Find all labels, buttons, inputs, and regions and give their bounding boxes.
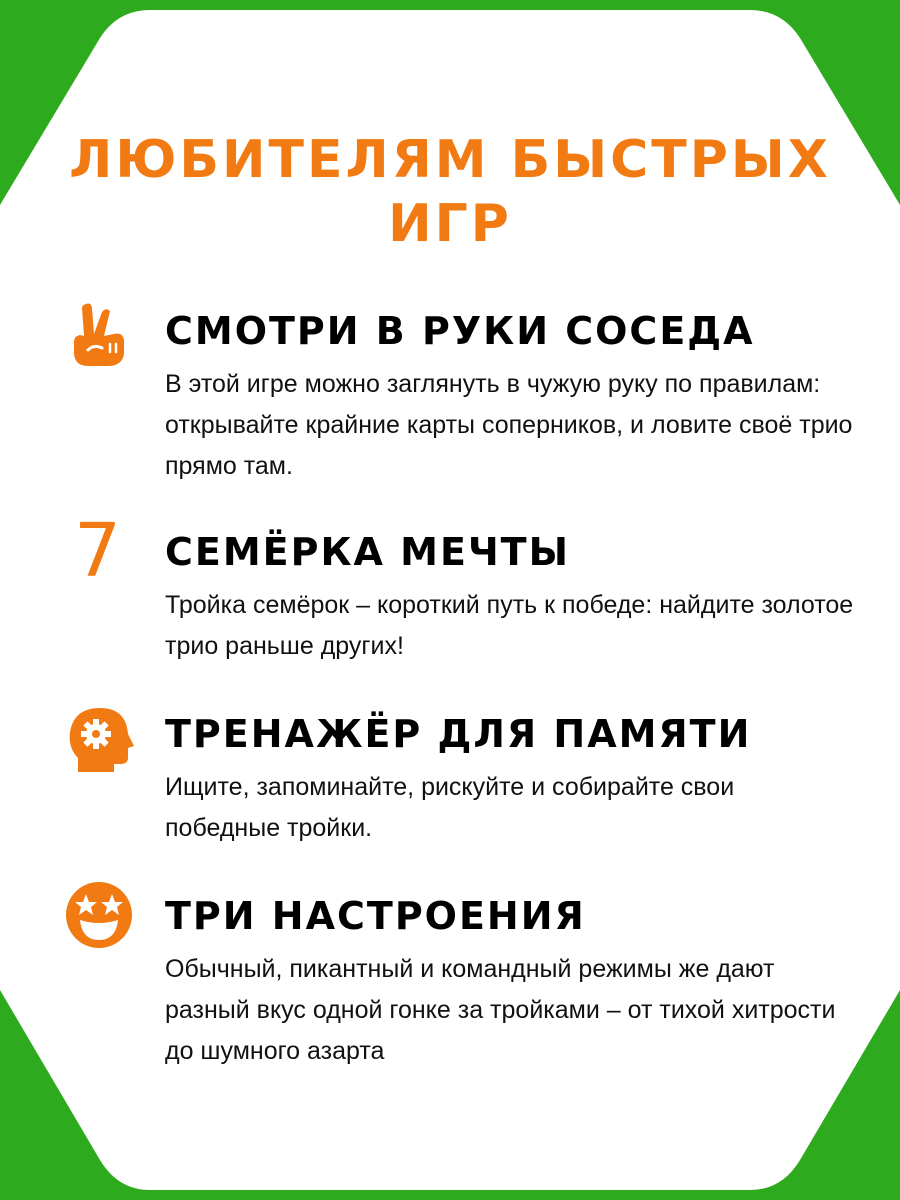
feature-body: Обычный, пикантный и командный режимы же дают разный вкус одной гонке за тройками – от тихой хитрости до шумного азарта [165, 955, 836, 1065]
seven-icon: 7 [74, 508, 122, 594]
feature-heading: СМОТРИ В РУКИ СОСЕДА [165, 309, 755, 353]
feature-body: Ищите, запоминайте, рискуйте и собирайте свои победные тройки. [165, 773, 735, 842]
feature-heading: СЕМЁРКА МЕЧТЫ [165, 530, 570, 574]
feature-heading: ТРЕНАЖЁР ДЛЯ ПАМЯТИ [165, 712, 752, 756]
feature-body: Тройка семёрок – короткий путь к победе: найдите золотое трио раньше других! [165, 591, 854, 660]
feature-heading: ТРИ НАСТРОЕНИЯ [165, 894, 586, 938]
feature-body: В этой игре можно заглянуть в чужую руку по правилам: открывайте крайние карты соперников, и ловите своё трио прямо там. [165, 370, 853, 480]
page-title: ЛЮБИТЕЛЯМ БЫСТРЫХ ИГР [69, 130, 831, 254]
